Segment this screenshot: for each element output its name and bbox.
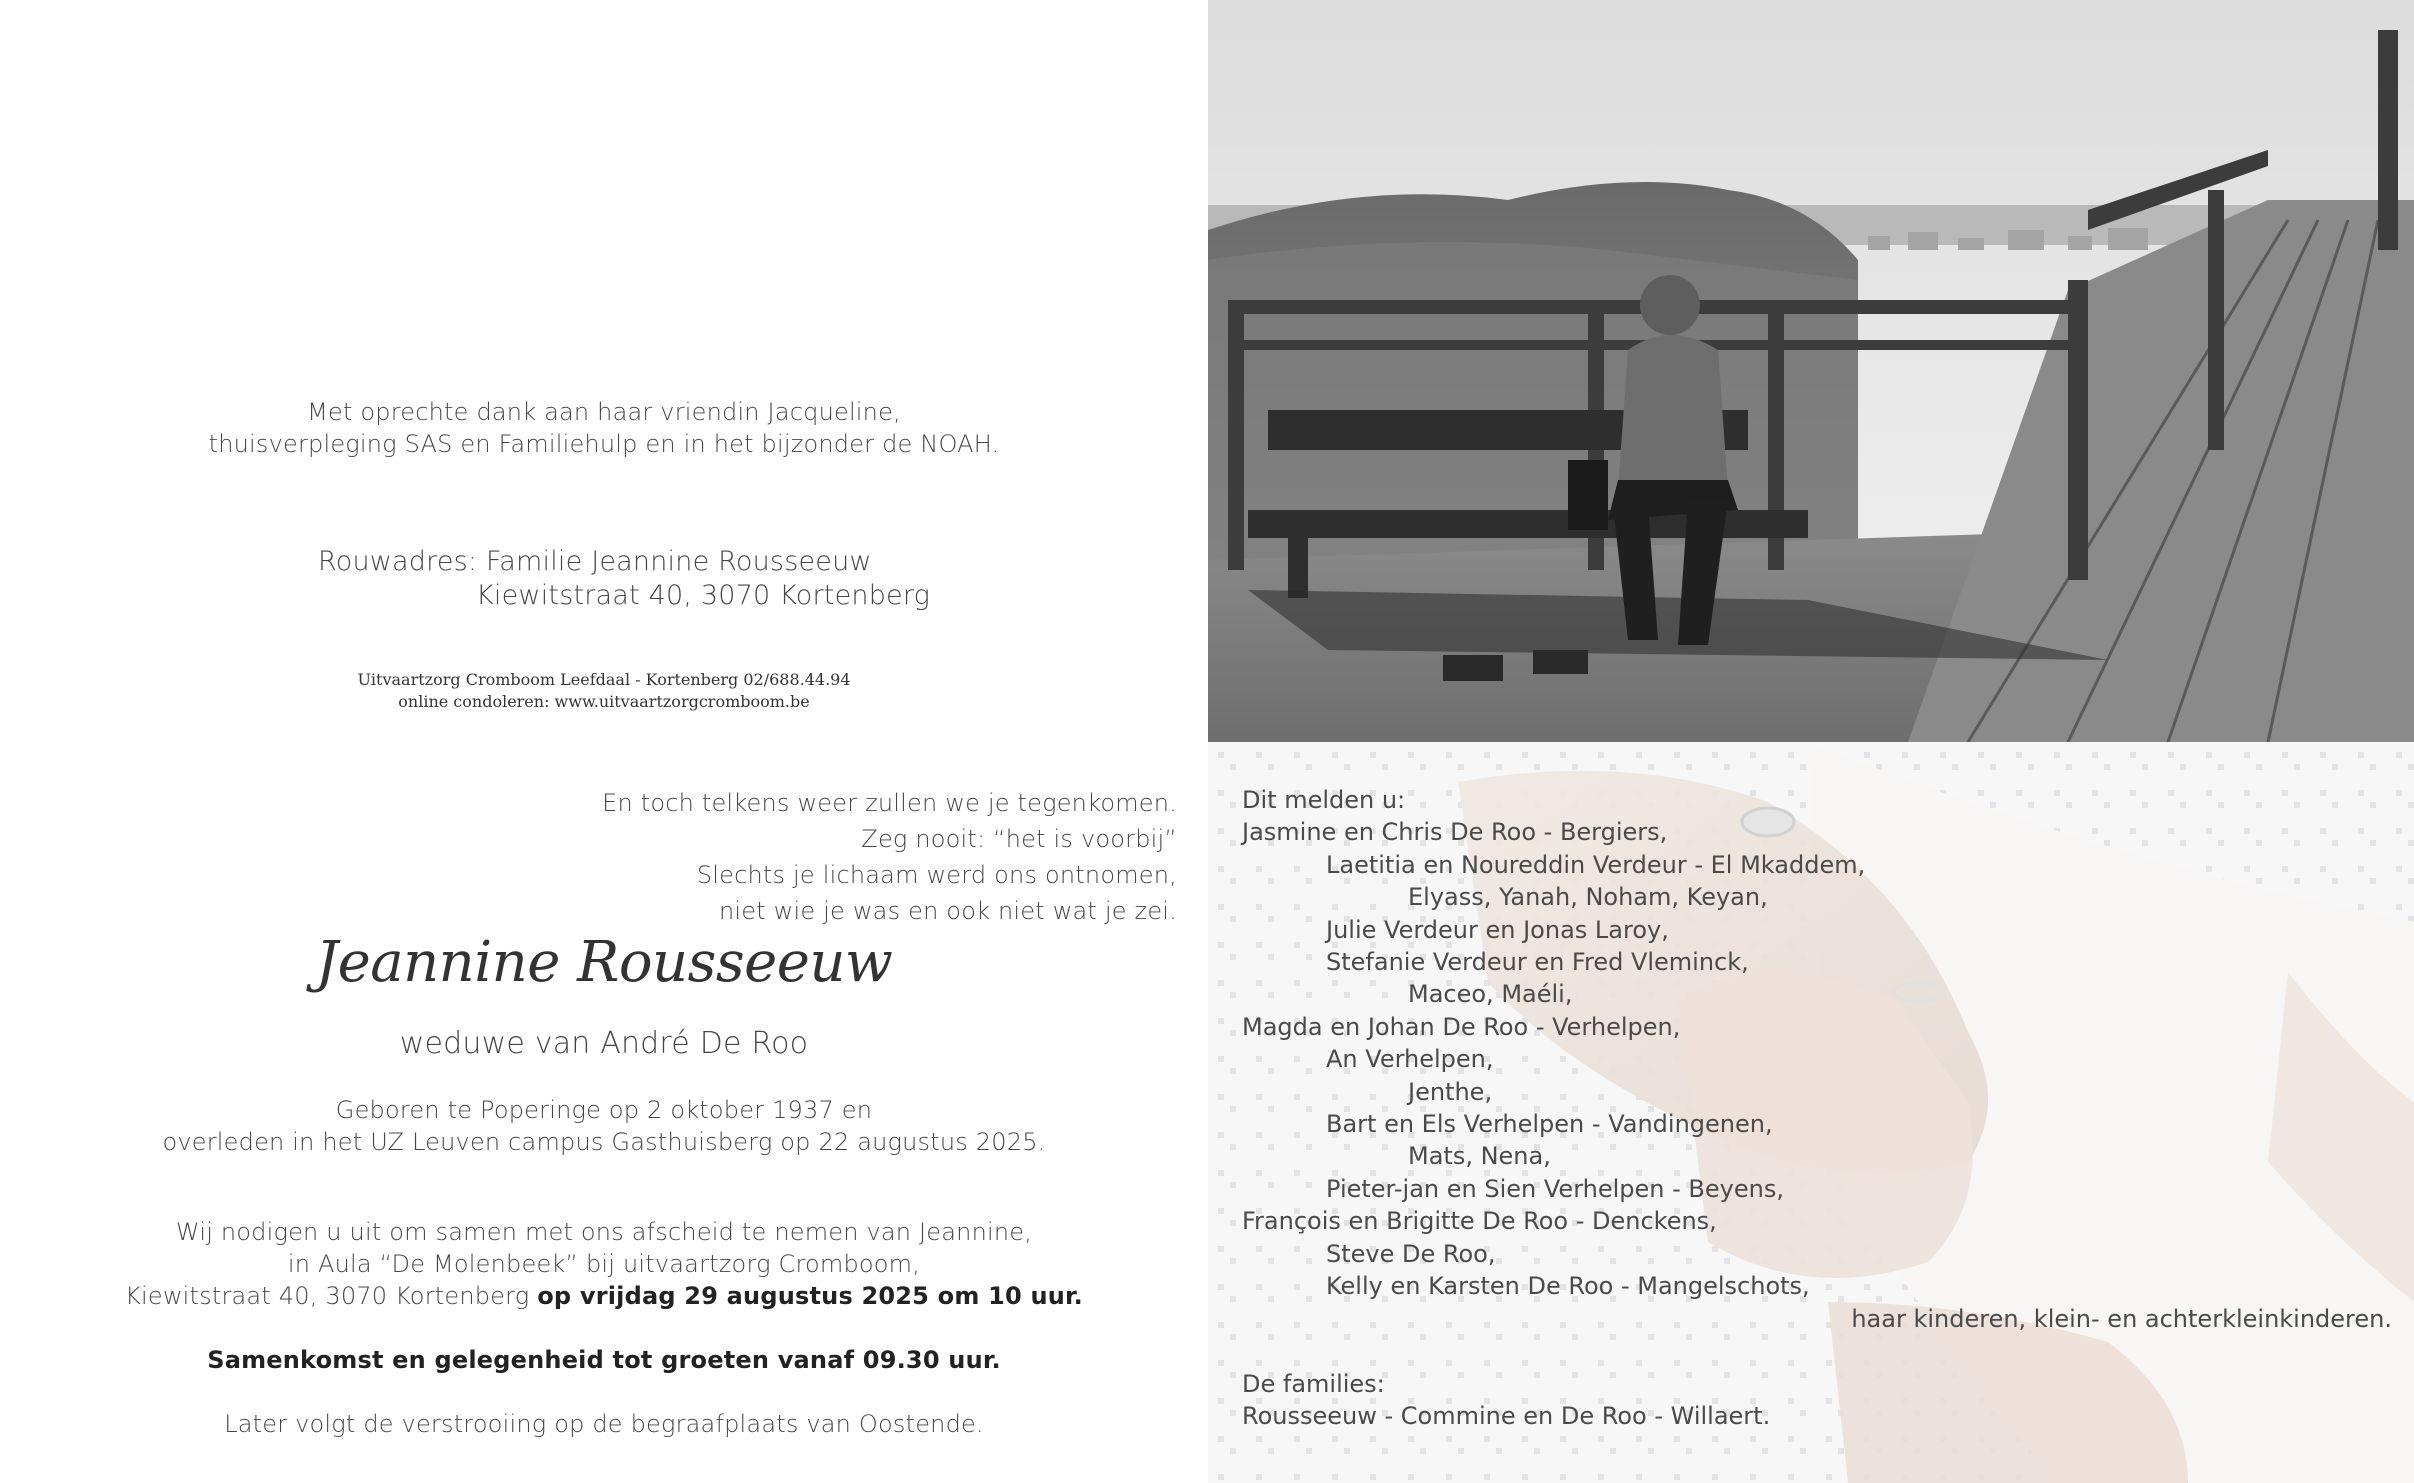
family-member-line: Jasmine en Chris De Roo - Bergiers,: [1242, 818, 1668, 847]
families-label: De families:: [1242, 1369, 1385, 1398]
family-member-line: Maceo, Maéli,: [1408, 980, 1573, 1009]
announcement-closing: haar kinderen, klein- en achterkleinkinderen.: [1851, 1304, 2392, 1333]
thanks-line: thuisverpleging SAS en Familiehulp en in het bijzonder de NOAH.: [208, 430, 1000, 458]
birth-death-info: [0, 1094, 1208, 1158]
mourning-address-label: Rouwadres: Familie Jeannine Rousseeuw: [318, 546, 872, 577]
undertaker-website: online condoleren: www.uitvaartzorgcromboom.be: [398, 692, 810, 711]
family-member-line: Pieter-jan en Sien Verhelpen - Beyens,: [1326, 1174, 1784, 1203]
family-member-line: Steve De Roo,: [1326, 1239, 1496, 1268]
deceased-name: Jeannine Rousseeuw: [315, 930, 893, 995]
invitation-line: in Aula “De Molenbeek” bij uitvaartzorg Cromboom,: [287, 1250, 921, 1278]
thanks-message: [0, 396, 1208, 460]
family-members-list: [1242, 816, 2392, 1302]
funeral-invitation: [0, 1216, 1208, 1312]
family-member-line: François en Brigitte De Roo - Denckens,: [1242, 1207, 1717, 1236]
poem-line: Slechts je lichaam werd ons ontnomen,: [696, 861, 1177, 889]
families-names: Rousseeuw - Commine en De Roo - Willaert.: [1242, 1402, 1771, 1431]
poem: [602, 785, 1177, 929]
family-member-line: Kelly en Karsten De Roo - Mangelschots,: [1326, 1272, 1810, 1301]
invitation-line: Wij nodigen u uit om samen met ons afscheid te nemen van Jeannine,: [175, 1218, 1033, 1246]
poem-line: niet wie je was en ook niet wat je zei.: [719, 897, 1177, 925]
poem-line: En toch telkens weer zullen we je tegenkomen.: [602, 789, 1177, 817]
family-member-line: An Verhelpen,: [1326, 1045, 1494, 1074]
announcement-intro: Dit melden u:: [1242, 786, 1406, 814]
family-announcement: [1242, 784, 2392, 1433]
family-member-line: Bart en Els Verhelpen - Vandingenen,: [1326, 1110, 1773, 1139]
family-member-line: Magda en Johan De Roo - Verhelpen,: [1242, 1012, 1681, 1041]
widow-of: weduwe van André De Roo: [399, 1026, 809, 1061]
family-member-line: Julie Verdeur en Jonas Laroy,: [1326, 915, 1669, 944]
thanks-line: Met oprechte dank aan haar vriendin Jacqueline,: [307, 398, 901, 426]
death-line: overleden in het UZ Leuven campus Gasthuisberg op 22 augustus 2025.: [162, 1128, 1046, 1156]
gathering-info: [0, 1346, 1208, 1374]
mourning-address-street: Kiewitstraat 40, 3070 Kortenberg: [476, 580, 931, 611]
invitation-address: Kiewitstraat 40, 3070 Kortenberg: [125, 1282, 538, 1310]
poem-line: Zeg nooit: “het is voorbij”: [861, 825, 1177, 853]
birth-line: Geboren te Poperinge op 2 oktober 1937 en: [335, 1096, 873, 1124]
undertaker-info: [0, 669, 1208, 713]
family-member-line: Stefanie Verdeur en Fred Vleminck,: [1326, 948, 1749, 977]
memorial-photo-bench: [1208, 0, 2414, 742]
undertaker-contact: Uitvaartzorg Cromboom Leefdaal - Kortenberg 02/688.44.94: [357, 670, 851, 689]
scattering-info: Later volgt de verstrooiing op de begraafplaats van Oostende.: [224, 1410, 984, 1438]
family-member-line: Mats, Nena,: [1408, 1142, 1551, 1171]
family-member-line: Laetitia en Noureddin Verdeur - El Mkaddem,: [1326, 850, 1866, 879]
invitation-date-time: op vrijdag 29 augustus 2025 om 10 uur.: [537, 1282, 1083, 1310]
gathering-text: Samenkomst en gelegenheid tot groeten vanaf 09.30 uur.: [207, 1346, 1001, 1374]
invitation-line: [0, 1280, 1208, 1312]
family-member-line: Elyass, Yanah, Noham, Keyan,: [1408, 883, 1768, 912]
family-member-line: Jenthe,: [1408, 1077, 1493, 1106]
